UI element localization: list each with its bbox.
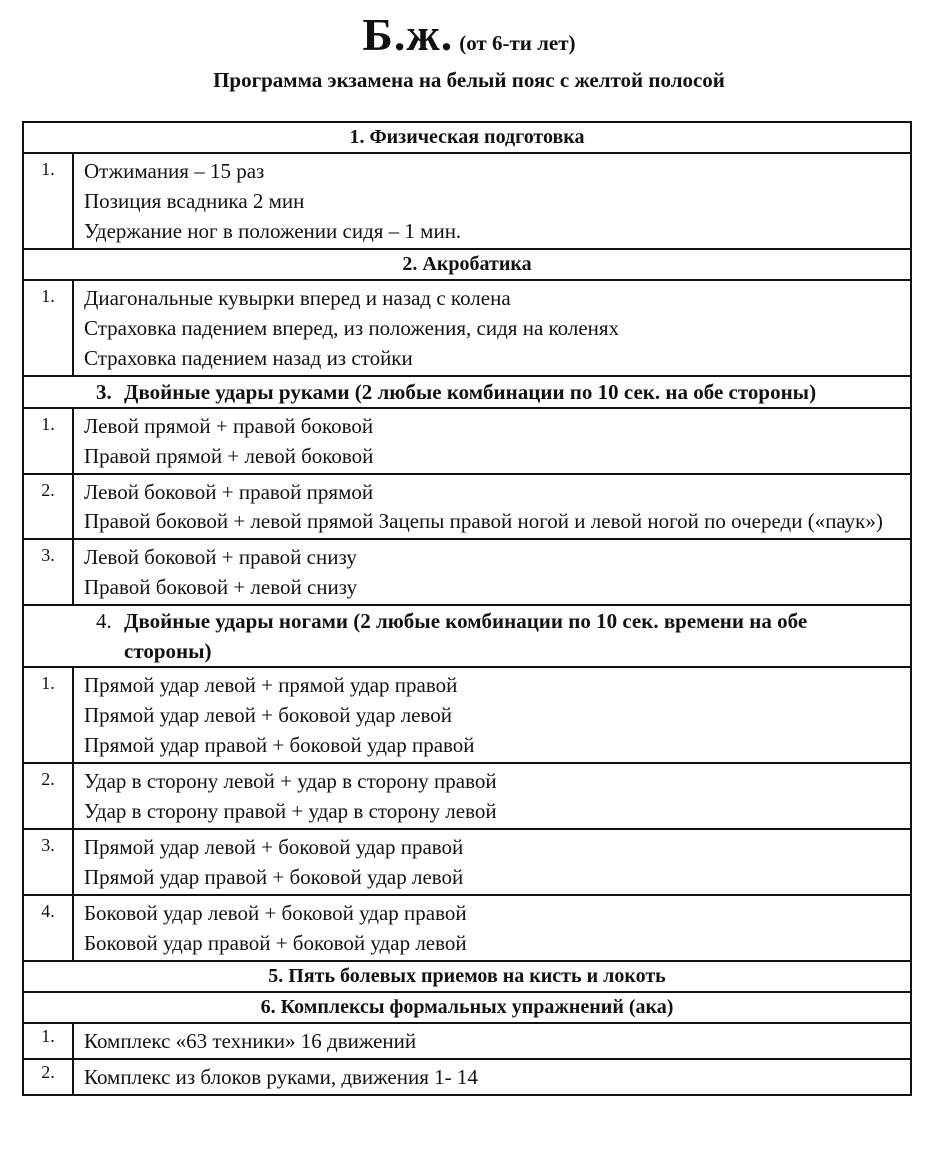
- exercise-line: Комплекс из блоков руками, движения 1- 14: [84, 1065, 478, 1089]
- exercise-line: Боковой удар правой + боковой удар левой: [84, 931, 467, 955]
- row-number: 4.: [24, 896, 74, 960]
- exam-table: [22, 121, 912, 1096]
- age-note: (от 6-ти лет): [459, 31, 576, 55]
- table-row: [24, 409, 910, 475]
- section-title: Двойные удары руками (2 любые комбинации по 10 сек. на обе стороны): [124, 380, 817, 404]
- exercise-line: Прямой удар правой + боковой удар правой: [84, 733, 475, 757]
- table-row: [24, 281, 910, 377]
- exercise-line: Отжимания – 15 раз: [84, 159, 265, 183]
- exercise-line: Страховка падением вперед, из положения, сидя на коленях: [84, 316, 620, 340]
- exercise-line: Левой боковой + правой прямой: [84, 480, 374, 504]
- row-content: [74, 1024, 910, 1058]
- row-number: 1.: [24, 154, 74, 248]
- section-header-joint-locks: 5. Пять болевых приемов на кисть и локоть: [24, 962, 910, 993]
- section-number: 4.: [96, 609, 112, 633]
- row-number: 3.: [24, 540, 74, 604]
- row-content: [74, 409, 910, 473]
- exercise-line: Левой боковой + правой снизу: [84, 545, 357, 569]
- row-number: 2.: [24, 764, 74, 828]
- exercise-line: Левой прямой + правой боковой: [84, 414, 374, 438]
- row-content: [74, 668, 910, 762]
- exercise-line: Прямой удар левой + боковой удар правой: [84, 835, 464, 859]
- table-row: [24, 154, 910, 250]
- section-title: Двойные удары ногами (2 любые комбинации по 10 сек. времени на обе стороны): [124, 609, 808, 663]
- exercise-line: Правой боковой + левой прямой Зацепы правой ногой и левой ногой по очереди («паук»): [84, 509, 883, 533]
- table-row: [24, 475, 910, 540]
- table-row: [24, 668, 910, 764]
- exercise-line: Позиция всадника 2 мин: [84, 189, 305, 213]
- exercise-line: Боковой удар левой + боковой удар правой: [84, 901, 467, 925]
- row-content: [74, 1060, 910, 1094]
- exercise-line: Страховка падением назад из стойки: [84, 346, 413, 370]
- row-number: 1.: [24, 409, 74, 473]
- exercise-line: Диагональные кувырки вперед и назад с колена: [84, 286, 511, 310]
- row-number: 1.: [24, 281, 74, 375]
- exercise-line: Прямой удар левой + прямой удар правой: [84, 673, 458, 697]
- row-content: [74, 475, 910, 538]
- section-header-kata: 6. Комплексы формальных упражнений (ака): [24, 993, 910, 1024]
- exercise-line: Прямой удар левой + боковой удар левой: [84, 703, 453, 727]
- exercise-line: Удар в сторону правой + удар в сторону левой: [84, 799, 497, 823]
- table-row: [24, 830, 910, 896]
- table-row: [24, 1024, 910, 1060]
- exercise-line: Комплекс «63 техники» 16 движений: [84, 1029, 417, 1053]
- row-content: [74, 154, 910, 248]
- row-number: 2.: [24, 1060, 74, 1094]
- row-content: [74, 896, 910, 960]
- row-number: 1.: [24, 1024, 74, 1058]
- page-title: [0, 8, 938, 61]
- exercise-line: Удержание ног в положении сидя – 1 мин.: [84, 219, 462, 243]
- row-number: 1.: [24, 668, 74, 762]
- table-row: [24, 1060, 910, 1094]
- exercise-line: Правой прямой + левой боковой: [84, 444, 374, 468]
- row-content: [74, 830, 910, 894]
- section-number: 3.: [96, 380, 112, 404]
- row-content: [74, 281, 910, 375]
- table-row: [24, 896, 910, 962]
- table-row: [24, 764, 910, 830]
- belt-title: Б.ж.: [362, 9, 454, 60]
- exercise-line: Удар в сторону левой + удар в сторону правой: [84, 769, 497, 793]
- exercise-line: Правой боковой + левой снизу: [84, 575, 358, 599]
- row-content: [74, 540, 910, 604]
- section-header-acrobatics: 2. Акробатика: [24, 250, 910, 281]
- section-header-leg-strikes: [24, 606, 910, 668]
- row-content: [74, 764, 910, 828]
- row-number: 2.: [24, 475, 74, 538]
- table-row: [24, 540, 910, 606]
- section-header-hand-strikes: [24, 377, 910, 409]
- exercise-line: Прямой удар правой + боковой удар левой: [84, 865, 464, 889]
- row-number: 3.: [24, 830, 74, 894]
- section-header-physical: 1. Физическая подготовка: [24, 123, 910, 154]
- page-subtitle: Программа экзамена на белый пояс с желтой полосой: [213, 68, 725, 92]
